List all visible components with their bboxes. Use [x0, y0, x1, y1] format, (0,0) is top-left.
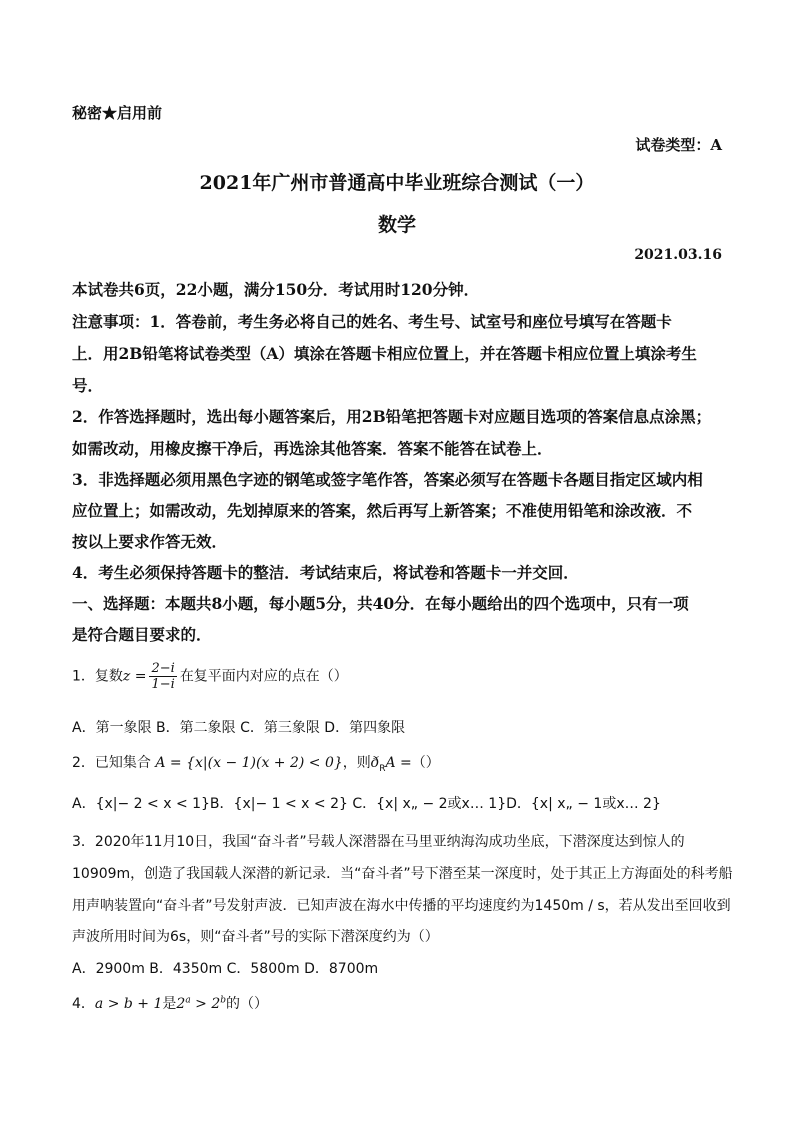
section1-line2: 是符合题目要求的．	[72, 625, 212, 644]
note1-line3: 号．	[72, 376, 104, 395]
exam-subject: 数学	[377, 214, 416, 236]
q2-complement-symbol: ð	[370, 755, 380, 771]
exam-title: 2021年广州市普通高中毕业班综合测试（一）	[199, 172, 595, 194]
confidential-label: 秘密★启用前	[72, 104, 163, 122]
q2-tail: A =	[385, 755, 412, 771]
q2-options: A．{x|− 2 < x < 1}B．{x|− 1 < x < 2} C．{x| x„ − 2或x… 1}D．{x| x„ − 1或x… 2}	[72, 796, 661, 812]
q1-prefix: 1．复数	[72, 668, 123, 685]
q3-line1: 3．2020年11月10日，我国“奋斗者”号载人深潜器在马里亚纳海沟成功坐底，下潜深度达到惊人的	[72, 834, 685, 850]
q3-line4: 声波所用时间为6s，则“奋斗者”号的实际下潜深度约为（）	[72, 929, 439, 945]
q4-greater-than: > 2	[190, 996, 221, 1012]
q1-fraction	[149, 661, 176, 692]
note1-line1: 注意事项：1．答卷前，考生务必将自己的姓名、考生号、试室号和座位号填写在答题卡	[72, 312, 672, 331]
question-1	[72, 661, 348, 692]
q1-suffix: 在复平面内对应的点在（）	[179, 668, 348, 685]
note3-line2: 应位置上；如需改动，先划掉原来的答案，然后再写上新答案；不准使用铅笔和涂改液．不	[72, 501, 693, 520]
q2-mid: ，则	[342, 755, 371, 771]
q1-denominator: 1−i	[151, 677, 175, 692]
exam-date: 2021.03.16	[634, 247, 722, 263]
note2-line1: 2．作答选择题时，选出每小题答案后，用2B铅笔把答题卡对应题目选项的答案信息点涂黑；	[72, 407, 712, 426]
q3-line2: 10909m，创造了我国载人深潜的新记录．当“奋斗者”号下潜至某一深度时，处于其正上方海面处的科考船	[72, 866, 733, 882]
q1-options: A．第一象限 B．第二象限 C．第三象限 D．第四象限	[72, 720, 406, 736]
note4-line: 4．考生必须保持答题卡的整洁．考试结束后，将试卷和答题卡一并交回．	[72, 563, 579, 582]
q4-suffix: 的（）	[226, 996, 269, 1012]
q4-mid: 是	[162, 996, 177, 1012]
q1-variable: z =	[122, 668, 147, 685]
note1-line2: 上．用2B铅笔将试卷类型（A）填涂在答题卡相应位置上，并在答题卡相应位置上填涂考生	[72, 344, 697, 363]
q2-suffix: （）	[411, 755, 440, 771]
q3-options: A．2900m B．4350m C．5800m D．8700m	[72, 961, 379, 977]
note2-line2: 如需改动，用橡皮擦干净后，再选涂其他答案．答案不能答在试卷上．	[72, 439, 553, 458]
note3-line1: 3．非选择题必须用黑色字迹的钢笔或签字笔作答，答案必须写在答题卡各题目指定区域内相	[72, 470, 703, 489]
q4-prefix: 4．	[72, 996, 95, 1012]
q3-line3: 用声呐装置向“奋斗者”号发射声波．已知声波在海水中传播的平均速度约为1450m / s，若从发出至回收到	[72, 898, 731, 914]
intro-line: 本试卷共6页，22小题，满分150分．考试用时120分钟．	[72, 280, 480, 299]
q4-base-a: 2	[176, 996, 186, 1012]
paper-type: 试卷类型：A	[635, 136, 722, 154]
q4-condition: a > b + 1	[94, 996, 163, 1012]
q2-prefix: 2．已知集合	[72, 755, 151, 771]
q4-exponent-a: a	[185, 995, 191, 1006]
q1-numerator: 2−i	[151, 661, 175, 676]
section1-line1: 一、选择题：本题共8小题，每小题5分，共40分．在每小题给出的四个选项中，只有一项	[72, 594, 689, 613]
question-4	[72, 993, 268, 1013]
question-2	[72, 752, 440, 774]
q2-complement-subscript: R	[379, 763, 386, 774]
q2-set-expression: A = {x|(x − 1)(x + 2) < 0}	[155, 755, 343, 771]
q4-exponent-b: b	[220, 995, 227, 1006]
note3-line3: 按以上要求作答无效．	[72, 532, 228, 551]
